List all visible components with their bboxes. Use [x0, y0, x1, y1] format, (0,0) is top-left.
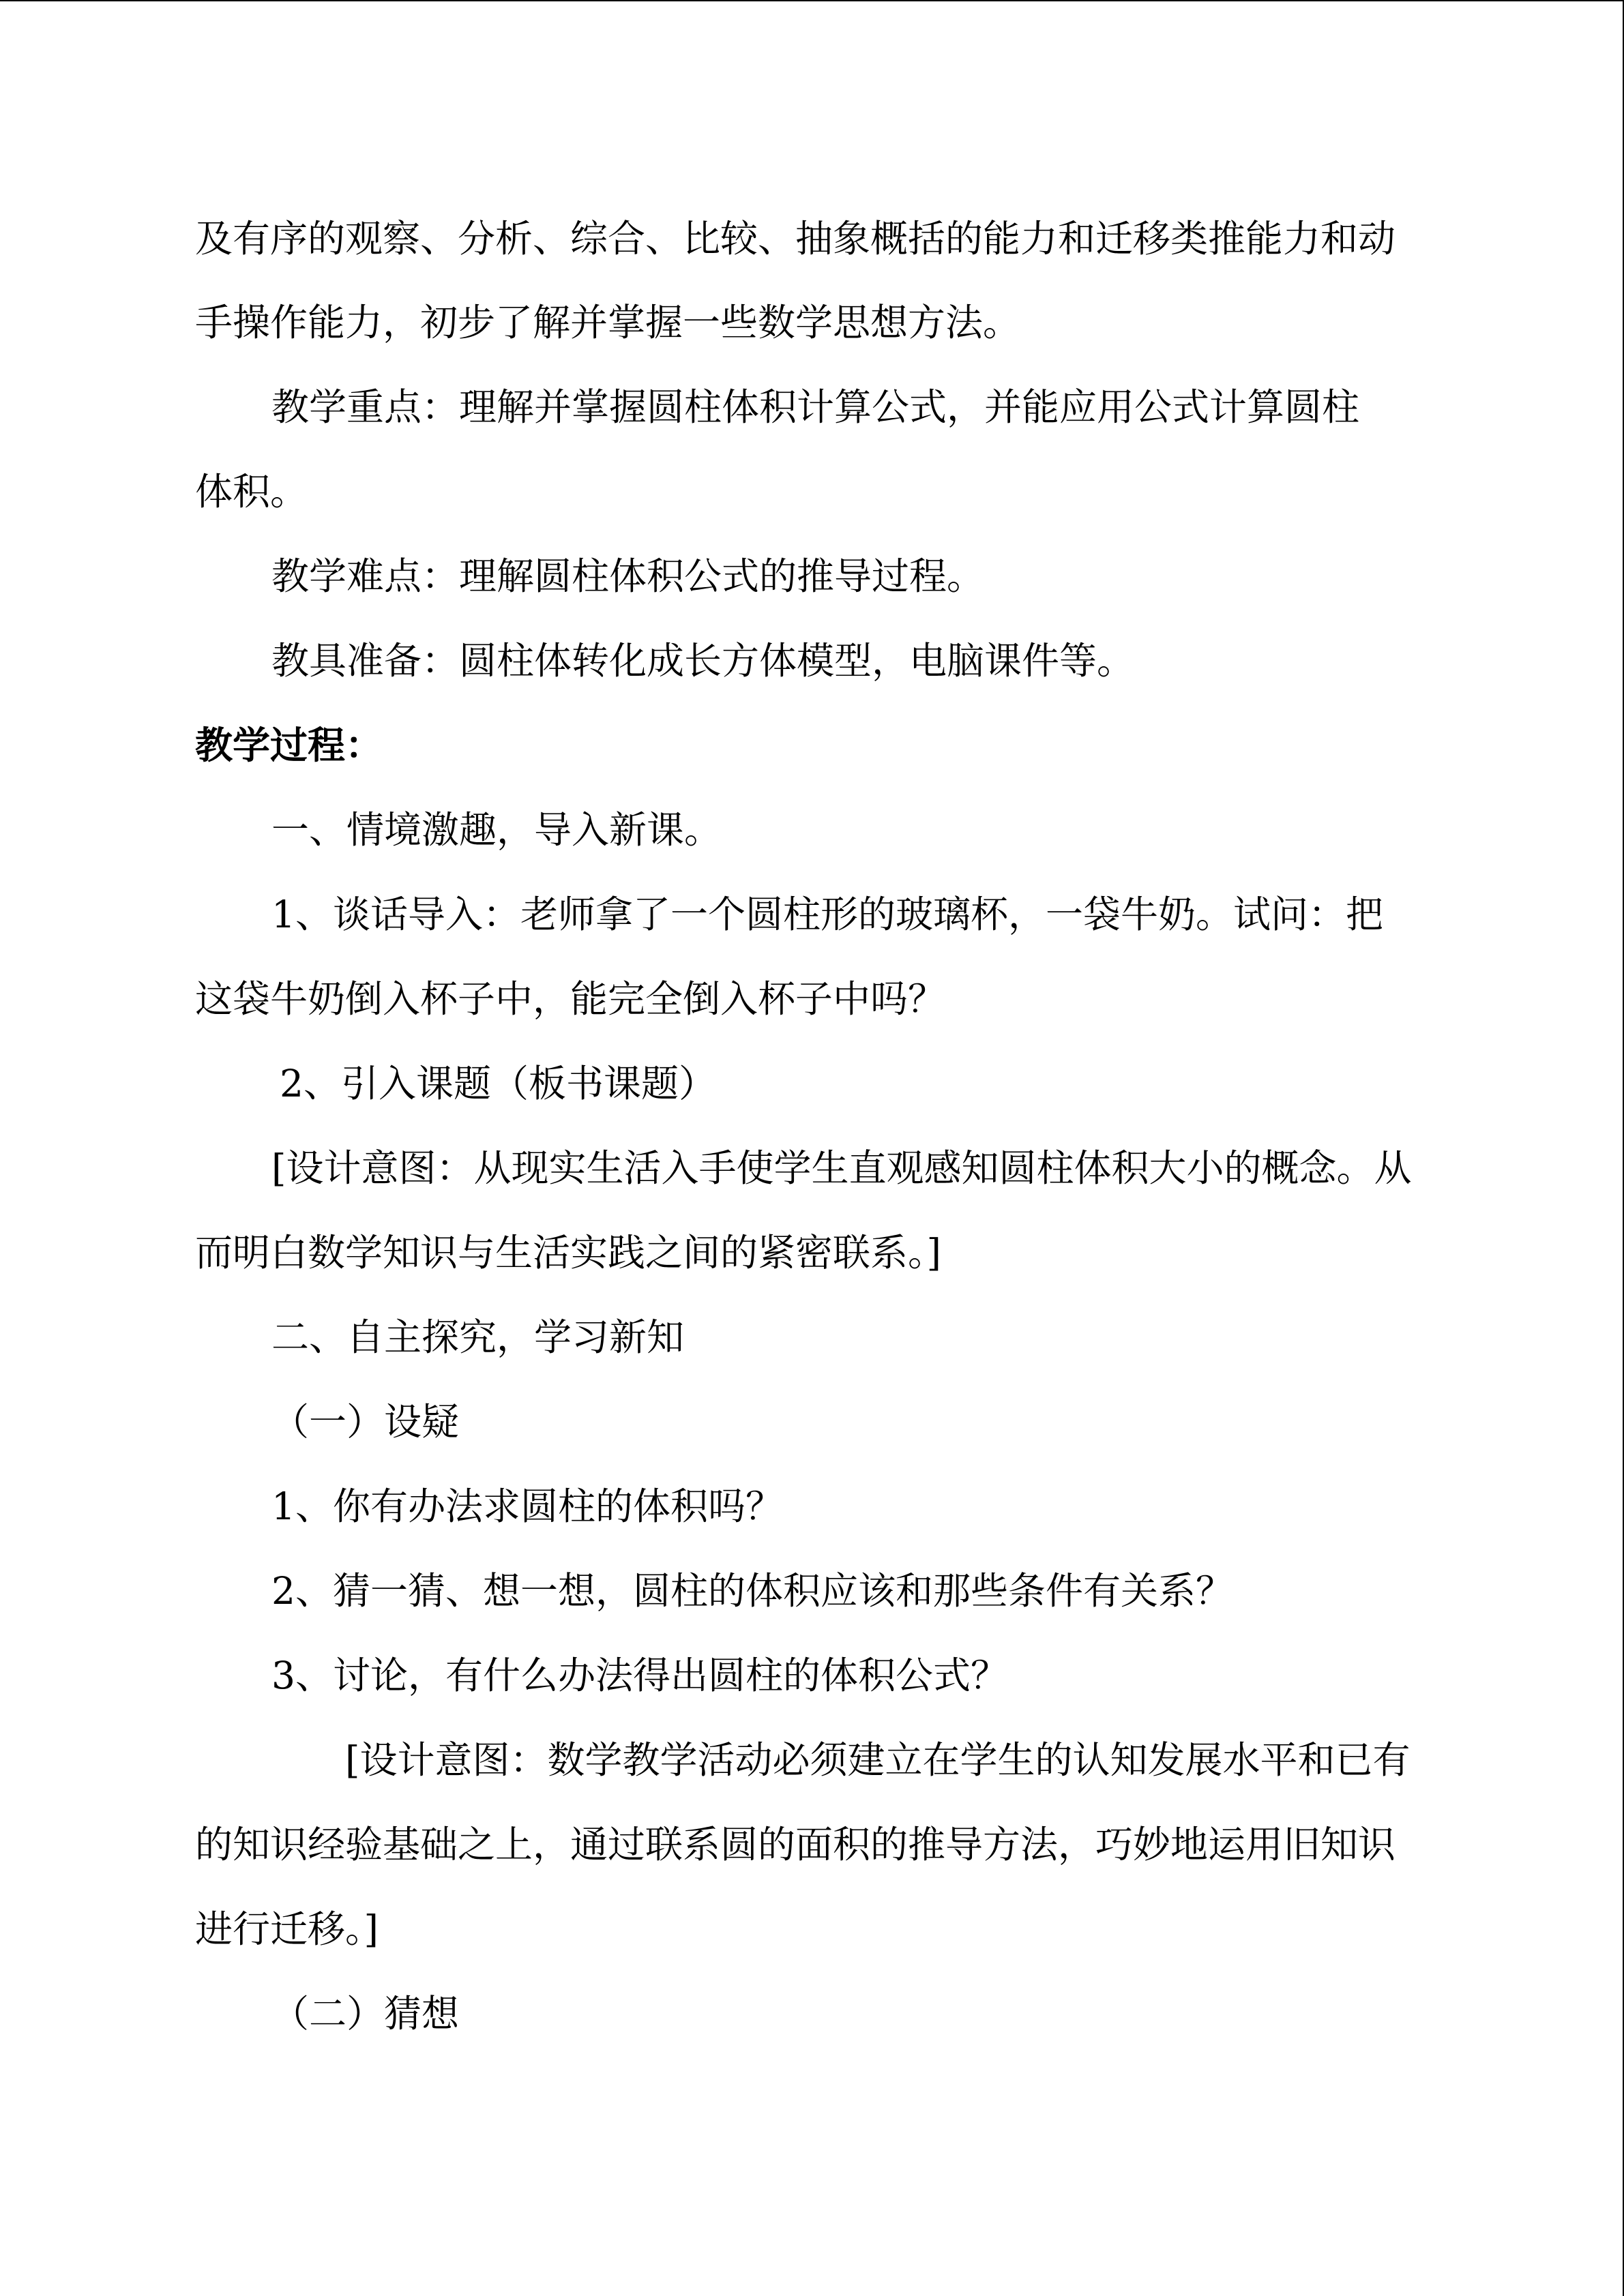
step-heading-2: 二、自主探究，学习新知 — [271, 1315, 685, 1359]
design-intent-1-line-2: 而明白数学知识与生活实践之间的紧密联系。] — [195, 1231, 941, 1274]
paragraph-line-1: 及有序的观察、分析、综合、比较、抽象概括的能力和迁移类推能力和动 — [195, 217, 1396, 260]
paragraph-line-2: 手操作能力，初步了解并掌握一些数学思想方法。 — [195, 301, 1021, 344]
section-heading-teaching-process: 教学过程： — [195, 724, 383, 767]
sub-step-heading-1: （一）设疑 — [271, 1400, 460, 1444]
teaching-aids: 教具准备：圆柱体转化成长方体模型，电脑课件等。 — [271, 639, 1135, 683]
teaching-focus-line-2: 体积。 — [195, 470, 308, 513]
sub-step-heading-2: （二）猜想 — [271, 1992, 460, 2036]
step-1-item-1-line-2: 这袋牛奶倒入杯子中，能完全倒入杯子中吗？ — [195, 977, 946, 1021]
question-1: 1、你有办法求圆柱的体积吗？ — [271, 1485, 783, 1528]
design-intent-2-line-1: [设计意图：数学教学活动必须建立在学生的认知发展水平和已有 — [345, 1738, 1411, 1782]
question-2: 2、猜一猜、想一想，圆柱的体积应该和那些条件有关系？ — [271, 1569, 1233, 1613]
question-3: 3、讨论，有什么办法得出圆柱的体积公式？ — [271, 1654, 1008, 1697]
teaching-focus-line-1: 教学重点：理解并掌握圆柱体积计算公式，并能应用公式计算圆柱 — [271, 385, 1360, 429]
design-intent-2-line-3: 进行迁移。] — [195, 1907, 379, 1951]
step-1-item-1-line-1: 1、谈话导入：老师拿了一个圆柱形的玻璃杯，一袋牛奶。试问：把 — [271, 893, 1383, 936]
step-heading-1: 一、情境激趣，导入新课。 — [271, 808, 722, 852]
step-1-item-2: 2、引入课题（板书课题） — [280, 1062, 716, 1105]
design-intent-1-line-1: [设计意图：从现实生活入手使学生直观感知圆柱体积大小的概念。从 — [271, 1146, 1412, 1190]
teaching-difficulty: 教学难点：理解圆柱体积公式的推导过程。 — [271, 554, 985, 598]
design-intent-2-line-2: 的知识经验基础之上，通过联系圆的面积的推导方法，巧妙地运用旧知识 — [195, 1823, 1396, 1866]
